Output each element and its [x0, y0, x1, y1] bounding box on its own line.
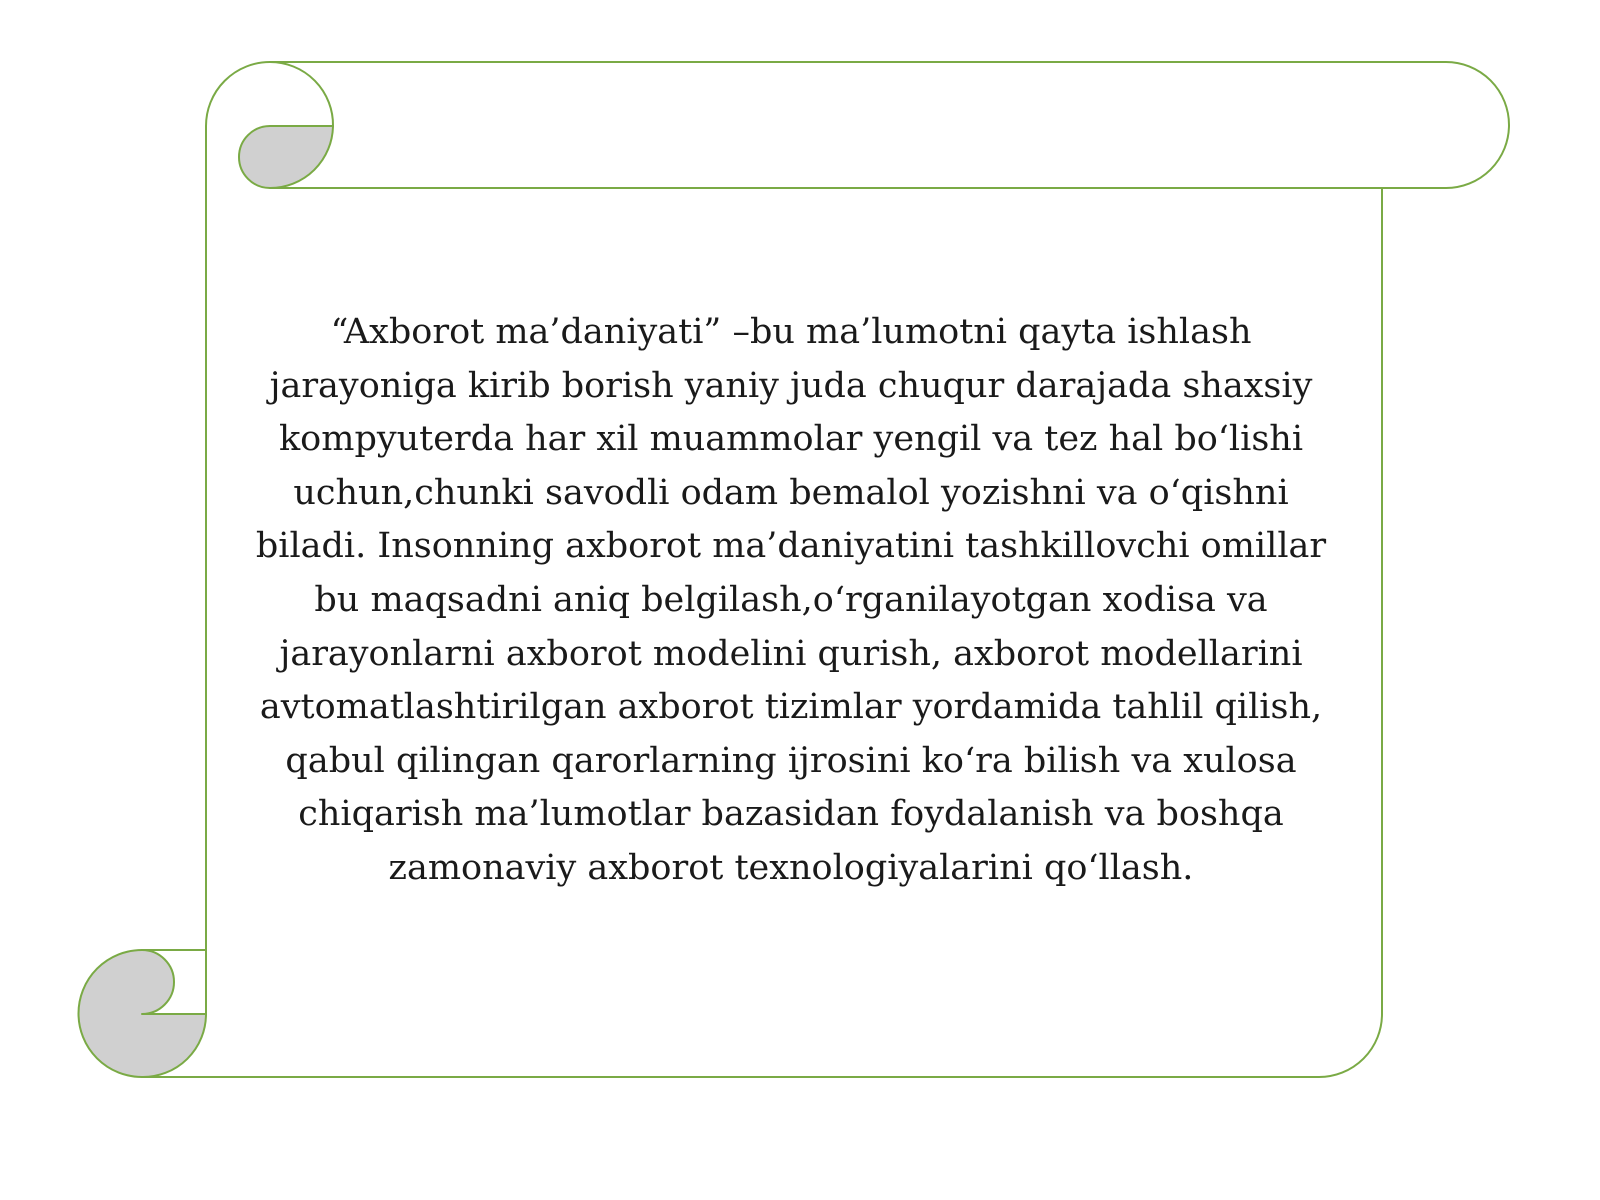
scroll-body-text: “Axborot ma’daniyati” –bu ma’lumotni qayta ishlash jarayoniga kirib borish yaniy juda chuqur darajada shaxsiy kompyuterda har xil muammolar yengil va tez hal bo‘lishi uchun,chunki savodli odam bemalol yozishni va o‘qishni biladi. Insonning axborot ma’daniyatini tashkillovchi omillar bu maqsadni aniq belgilash,o‘rganilayotgan xodisa va jarayonlarni axborot modelini qurish, axborot modellarini avtomatlashtirilgan axborot tizimlar yordamida tahlil qilish, qabul qilingan qarorlarning ijrosini ko‘ra bilish va xulosa chiqarish ma’lumotlar bazasidan foydalanish va boshqa zamonaviy axborot texnologiyalarini qo‘llash. — [255, 312, 1327, 888]
bottom-curl — [78, 950, 206, 1077]
